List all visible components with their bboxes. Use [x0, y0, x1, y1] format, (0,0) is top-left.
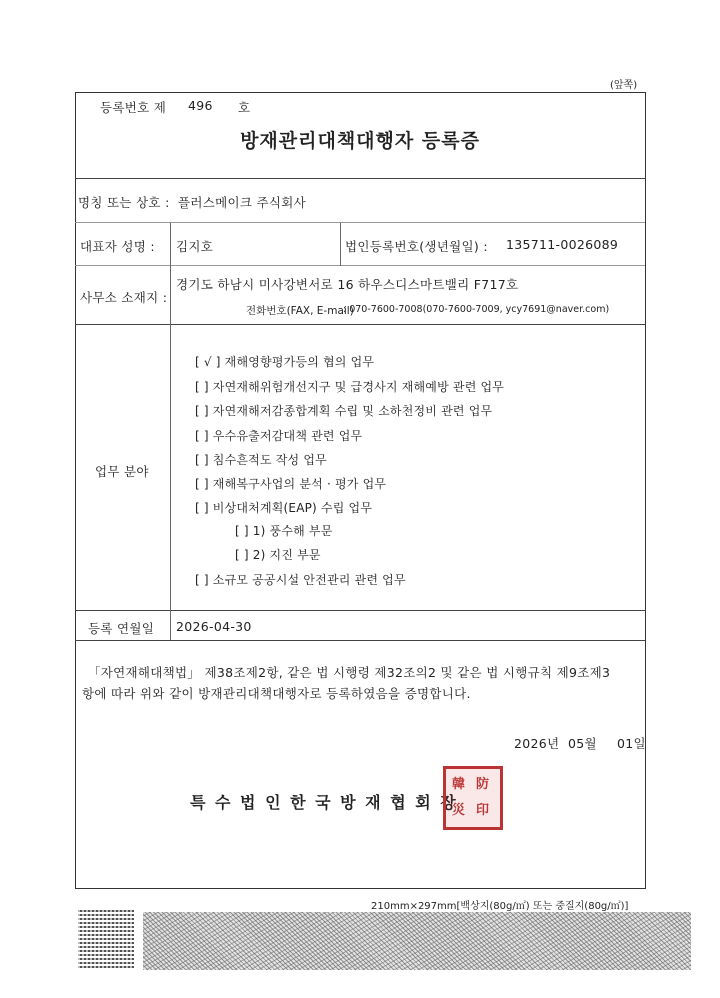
divider	[75, 265, 645, 266]
contact-value: : 070-7600-7008(070-7600-7009, ycy7691@naver.com)	[343, 304, 610, 315]
representative-value: 김지호	[176, 239, 214, 254]
document-title: 방재관리대책대행자 등록증	[240, 130, 480, 152]
registration-date-label: 등록 연월일	[88, 621, 155, 636]
business-item: [ ] 자연재해위험개선지구 및 급경사지 재해예방 관련 업무	[195, 380, 505, 394]
divider	[75, 222, 645, 223]
registration-number-label: 등록번호 제	[100, 100, 167, 115]
certification-text-line1: 「자연재해대책법」 제38조제2항, 같은 법 시행령 제32조의2 및 같은 법 시행규칙 제9조제3	[88, 665, 611, 680]
business-item: [ √ ] 재해영향평가등의 협의 업무	[195, 355, 375, 369]
divider	[75, 324, 645, 325]
business-subitem: [ ] 1) 풍수해 부문	[235, 524, 333, 538]
office-label: 사무소 소재지 :	[80, 290, 168, 305]
page-side-label: (앞쪽)	[610, 80, 638, 91]
name-value: 플러스메이크 주식회사	[178, 195, 307, 210]
business-item: [ ] 우수유출저감대책 관련 업무	[195, 429, 363, 443]
business-item: [ ] 재해복구사업의 분석 · 평가 업무	[195, 477, 387, 491]
registration-number-suffix: 호	[238, 100, 251, 115]
divider	[75, 640, 645, 641]
representative-label: 대표자 성명 :	[80, 239, 155, 254]
registration-date-value: 2026-04-30	[176, 619, 252, 634]
certification-text-line2: 항에 따라 위와 같이 방재관리대책대행자로 등록하였음을 증명합니다.	[82, 686, 471, 701]
official-seal: 韓 防 災 印	[443, 766, 503, 830]
issue-month: 05월	[568, 736, 597, 751]
business-item: [ ] 소규모 공공시설 안전관리 관련 업무	[195, 573, 406, 587]
name-label: 명칭 또는 상호 :	[78, 195, 170, 210]
security-pattern	[143, 912, 691, 970]
divider	[75, 610, 645, 611]
column-divider	[170, 223, 171, 325]
contact-label: 전화번호(FAX, E-mail)	[246, 305, 354, 317]
column-divider	[340, 223, 341, 266]
issue-day: 01일	[617, 736, 646, 751]
issue-year: 2026년	[514, 736, 560, 751]
business-area-label: 업무 분야	[95, 464, 149, 479]
issuer-name: 특 수 법 인 한 국 방 재 협 회 장	[190, 793, 458, 812]
corporate-number-value: 135711-0026089	[506, 237, 619, 252]
business-item: [ ] 침수흔적도 작성 업무	[195, 453, 327, 467]
paper-spec: 210mm×297mm[백상지(80g/㎡) 또는 중질지(80g/㎡)]	[371, 901, 629, 912]
corporate-number-label: 법인등록번호(생년월일) :	[345, 239, 488, 254]
registration-number: 496	[188, 98, 213, 113]
business-item: [ ] 자연재해저감종합계획 수립 및 소하천정비 관련 업무	[195, 404, 493, 418]
divider	[75, 178, 645, 179]
business-subitem: [ ] 2) 지진 부문	[235, 548, 321, 562]
business-item: [ ] 비상대처계획(EAP) 수립 업무	[195, 501, 373, 515]
security-code-icon	[78, 910, 134, 968]
office-address: 경기도 하남시 미사강변서로 16 하우스디스마트밸리 F717호	[176, 277, 519, 292]
column-divider	[170, 325, 171, 640]
